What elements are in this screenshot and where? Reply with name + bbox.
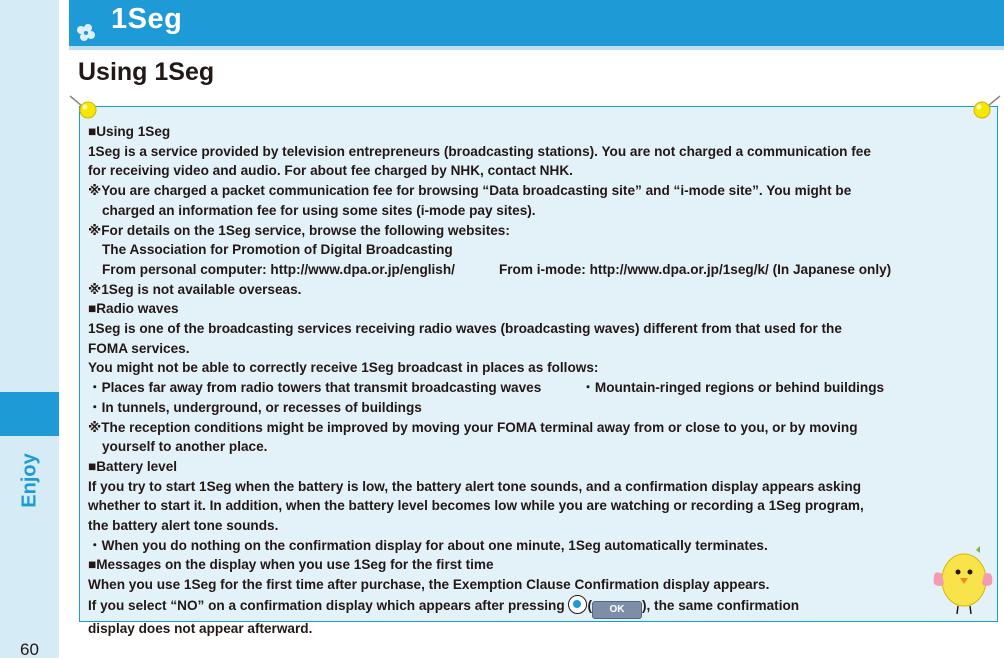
pc-website: From personal computer: http://www.dpa.or.jp/english/ xyxy=(102,261,455,277)
pushpin-icon xyxy=(970,94,1004,120)
paragraph-line: If you try to start 1Seg when the battery is low, the battery alert tone sounds, and a confirmation display appears asking xyxy=(88,478,861,494)
imode-website: From i-mode: http://www.dpa.or.jp/1seg/k/ (In Japanese only) xyxy=(498,261,892,277)
pushpin-icon xyxy=(66,94,100,120)
note-line: ※The reception conditions might be improved by moving your FOMA terminal away from or close to you, or by moving xyxy=(88,419,858,435)
note-line: The Association for Promotion of Digital Broadcasting xyxy=(102,242,453,258)
paragraph-line: for receiving video and audio. For about fee charged by NHK, contact NHK. xyxy=(88,163,573,179)
note-line: ※1Seg is not available overseas. xyxy=(88,281,302,297)
section-title: Using 1Seg xyxy=(78,58,215,86)
paragraph-line: You might not be able to correctly receive 1Seg broadcast in places as follows: xyxy=(88,360,599,376)
side-margin xyxy=(0,0,59,658)
paragraph-line: When you use 1Seg for the first time after purchase, the Exemption Clause Confirmation display appears. xyxy=(88,577,770,593)
section-heading: ■Battery level xyxy=(88,458,178,474)
page-header xyxy=(69,0,1004,46)
section-heading: ■Using 1Seg xyxy=(88,124,171,139)
paragraph-text: If you select “NO” on a confirmation display which appears after pressing xyxy=(88,597,569,613)
paragraph-line: whether to start it. In addition, when the battery level becomes low while you are watching or recording a 1Seg program, xyxy=(88,498,864,514)
paragraph-line: display does not appear afterward. xyxy=(88,620,313,636)
bullet-item: ・Places far away from radio towers that transmit broadcasting waves xyxy=(88,380,542,396)
note-line: charged an information fee for using some sites (i-mode pay sites). xyxy=(102,202,536,218)
section-heading: ■Messages on the display when you use 1Seg for the first time xyxy=(88,557,494,573)
paragraph-line: 1Seg is a service provided by television entrepreneurs (broadcasting stations). You are not charged a communication fee xyxy=(88,143,871,159)
paragraph-line: the battery alert tone sounds. xyxy=(88,518,279,534)
note-line: ※You are charged a packet communication fee for browsing “Data broadcasting site” and “i-mode site”. You might be xyxy=(88,183,852,199)
chapter-tab xyxy=(0,392,59,436)
flower-icon xyxy=(75,23,97,43)
section-header xyxy=(69,52,1004,92)
note-line: ※For details on the 1Seg service, browse the following websites: xyxy=(88,222,510,238)
bullet-item: ・When you do nothing on the confirmation display for about one minute, 1Seg automatically terminates. xyxy=(88,537,768,553)
header-divider xyxy=(69,46,1004,50)
chapter-label: Enjoy xyxy=(18,452,41,508)
center-key-icon xyxy=(568,595,587,614)
ok-key-icon: OK xyxy=(592,601,642,619)
notice-content xyxy=(88,122,996,639)
paragraph-text: ), the same confirmation xyxy=(641,597,800,613)
bullet-item: ・Mountain-ringed regions or behind buildings xyxy=(581,380,885,396)
paragraph-line: FOMA services. xyxy=(88,340,190,356)
paragraph-line: 1Seg is one of the broadcasting services receiving radio waves (broadcasting waves) different from that used for the xyxy=(88,321,842,337)
paragraph-line xyxy=(88,595,996,619)
bullet-row xyxy=(88,378,996,398)
bullet-item: ・In tunnels, underground, or recesses of buildings xyxy=(88,399,422,415)
paren-text: ( xyxy=(587,597,592,613)
website-row xyxy=(88,260,996,280)
section-heading: ■Radio waves xyxy=(88,301,179,317)
page-number: 60 xyxy=(20,640,39,659)
note-line: yourself to another place. xyxy=(102,439,268,455)
page-title: 1Seg xyxy=(111,3,183,35)
chick-mascot-icon xyxy=(930,544,994,616)
